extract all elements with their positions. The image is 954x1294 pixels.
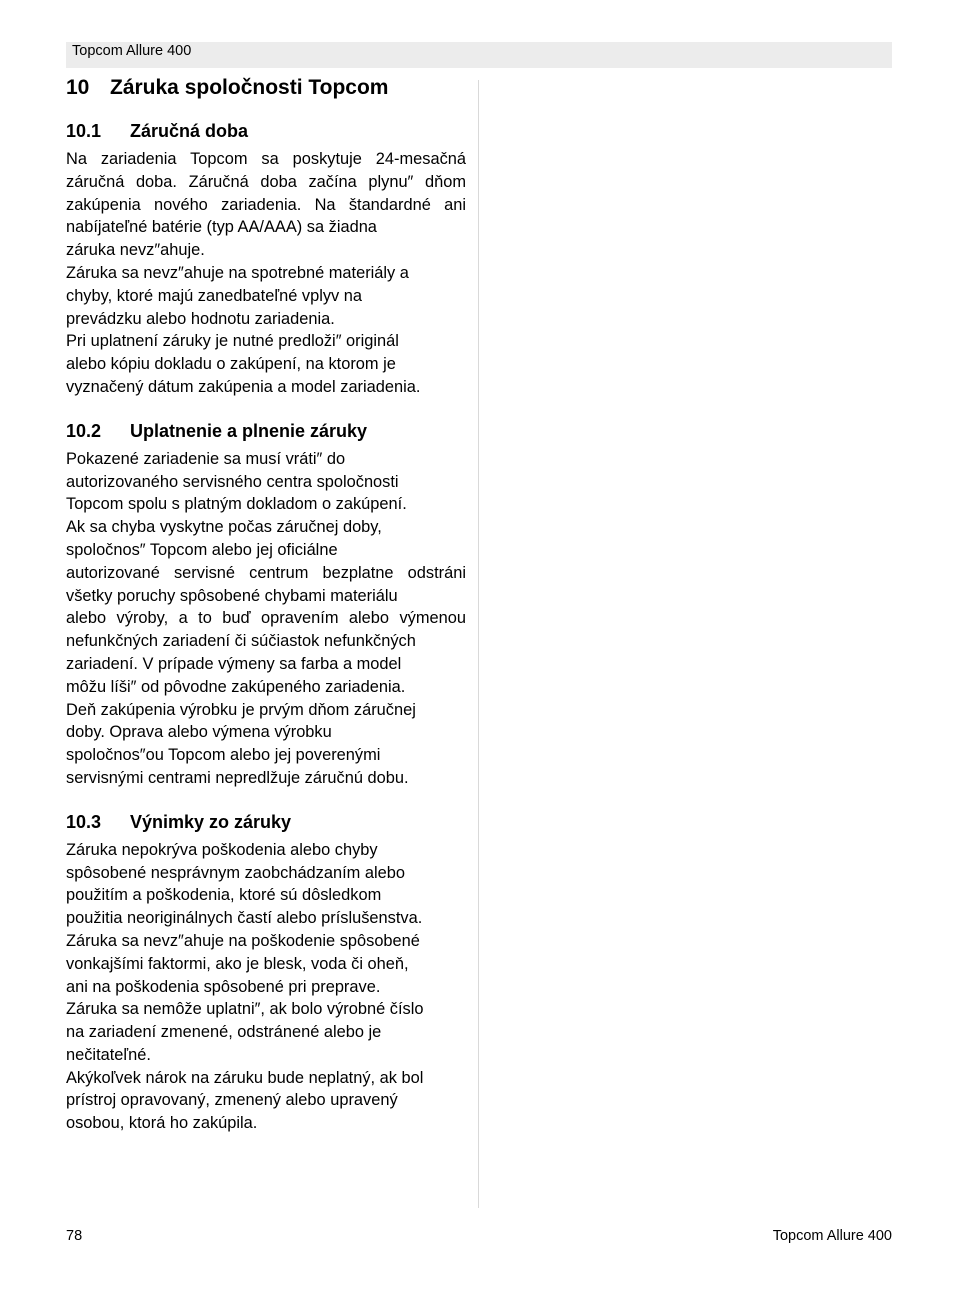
text-line: všetky poruchy spôsobené chybami materiálu bbox=[66, 586, 398, 605]
section-number: 10.2 bbox=[66, 420, 102, 441]
page-number: 78 bbox=[66, 1228, 83, 1244]
section-body-10-2 bbox=[66, 448, 466, 790]
text-line: servisnými centrami nepredlžuje záručnú dobu. bbox=[66, 768, 409, 787]
section-body-10-3 bbox=[66, 839, 466, 1135]
section-heading-10-1 bbox=[66, 119, 466, 143]
section-title: Záručná doba bbox=[130, 121, 249, 141]
chapter-number: 10 bbox=[66, 76, 90, 99]
text-line: alebo výroby, a to buď opravením alebo výmenou bbox=[66, 609, 466, 628]
text-line: Pri uplatnení záruky je nutné predloži″ originál bbox=[66, 332, 399, 351]
header-title: Topcom Allure 400 bbox=[72, 43, 192, 59]
text-line: nečitateľné. bbox=[66, 1045, 151, 1064]
text-line: Deň zakúpenia výrobku je prvým dňom záručnej bbox=[66, 700, 416, 719]
text-line: autorizovaného servisného centra spoločnosti bbox=[66, 472, 399, 491]
text-line: Akýkoľvek nárok na záruku bude neplatný, ak bol bbox=[66, 1068, 424, 1087]
text-line: záručná doba. Záručná doba začína plynu″ dňom bbox=[66, 172, 466, 191]
text-line: vonkajšími faktormi, ako je blesk, voda či oheň, bbox=[66, 954, 409, 973]
text-line: Na zariadenia Topcom sa poskytuje 24-mesačná bbox=[66, 150, 466, 168]
text-line: chyby, ktoré majú zanedbateľné vplyv na bbox=[66, 286, 363, 305]
running-header bbox=[66, 42, 892, 68]
text-line: použitia neoriginálnych častí alebo príslušenstva. bbox=[66, 909, 423, 928]
text-line: zariadení. V prípade výmeny sa farba a model bbox=[66, 654, 402, 673]
column-divider bbox=[478, 80, 479, 1208]
section-title: Uplatnenie a plnenie záruky bbox=[130, 420, 368, 441]
chapter-heading bbox=[66, 74, 466, 102]
text-line: použitím a poškodenia, ktoré sú dôsledkom bbox=[66, 886, 382, 905]
section-number: 10.3 bbox=[66, 811, 102, 832]
text-line: Záruka sa nemôže uplatni″, ak bolo výrobné číslo bbox=[66, 1000, 424, 1019]
text-line: nabíjateľné batérie (typ AA/AAA) sa žiadna bbox=[66, 218, 377, 237]
text-line: Záruka sa nevz″ahuje na poškodenie spôsobené bbox=[66, 931, 420, 950]
section-number: 10.1 bbox=[66, 121, 102, 141]
text-line: prístroj opravovaný, zmenený alebo upravený bbox=[66, 1091, 398, 1110]
text-line: vyznačený dátum zakúpenia a model zariadenia. bbox=[66, 377, 421, 396]
text-line: nefunkčných zariadení či súčiastok nefunkčných bbox=[66, 632, 416, 651]
text-line: autorizované servisné centrum bezplatne odstráni bbox=[66, 563, 466, 582]
text-line: Záruka sa nevz″ahuje na spotrebné materiály a bbox=[66, 263, 409, 282]
footer-title: Topcom Allure 400 bbox=[772, 1228, 892, 1244]
text-line: záruka nevz″ahuje. bbox=[66, 241, 205, 260]
chapter-title: Záruka spoločnosti Topcom bbox=[110, 76, 389, 99]
text-line: môžu líši″ od pôvodne zakúpeného zariadenia. bbox=[66, 677, 406, 696]
text-line: prevádzku alebo hodnotu zariadenia. bbox=[66, 309, 335, 328]
text-line: osobou, ktorá ho zakúpila. bbox=[66, 1114, 258, 1133]
text-line: Ak sa chyba vyskytne počas záručnej doby, bbox=[66, 518, 382, 537]
text-line: doby. Oprava alebo výmena výrobku bbox=[66, 723, 332, 742]
text-line: ani na poškodenia spôsobené pri preprave. bbox=[66, 977, 381, 996]
text-line: zakúpenia nového zariadenia. Na štandardné ani bbox=[66, 195, 466, 214]
section-heading-10-2 bbox=[66, 419, 466, 443]
section-heading-10-3 bbox=[66, 810, 466, 834]
section-body-10-1 bbox=[66, 148, 466, 399]
text-line: na zariadení zmenené, odstránené alebo je bbox=[66, 1023, 382, 1042]
text-line: spoločnos″ Topcom alebo jej oficiálne bbox=[66, 540, 338, 559]
text-line: alebo kópiu dokladu o zakúpení, na ktorom je bbox=[66, 355, 396, 374]
text-line: Topcom spolu s platným dokladom o zakúpení. bbox=[66, 495, 407, 514]
text-line: spôsobené nesprávnym zaobchádzaním alebo bbox=[66, 863, 405, 882]
text-line: Záruka nepokrýva poškodenia alebo chyby bbox=[66, 840, 378, 859]
section-title: Výnimky zo záruky bbox=[130, 811, 292, 832]
left-column bbox=[66, 70, 466, 1135]
text-line: spoločnos″ou Topcom alebo jej poverenými bbox=[66, 746, 381, 765]
text-line: Pokazené zariadenie sa musí vráti″ do bbox=[66, 449, 346, 468]
